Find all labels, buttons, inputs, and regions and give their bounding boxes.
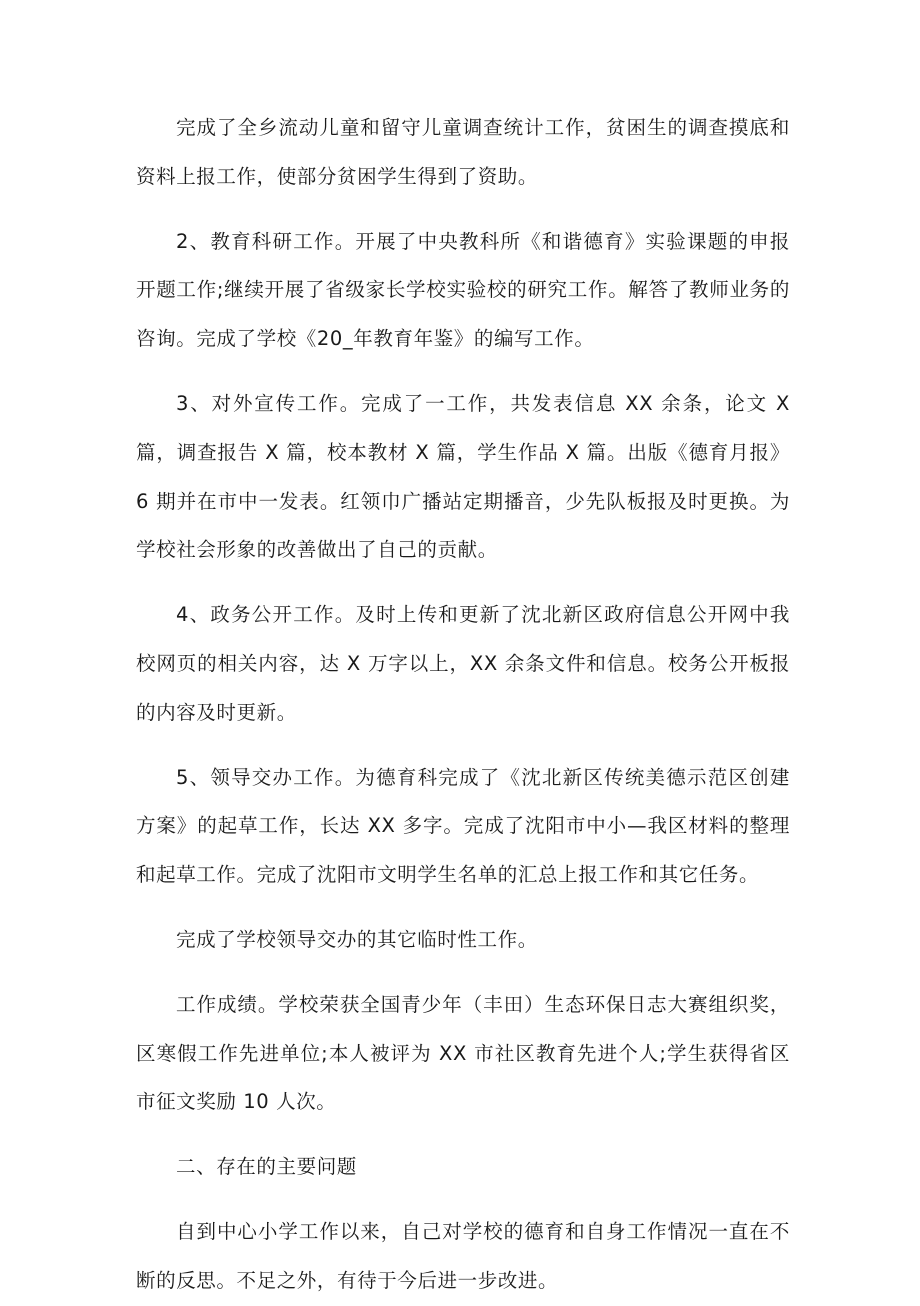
paragraph-external-publicity: 3、对外宣传工作。完成了一工作，共发表信息 XX 余条，论文 X 篇，调查报告 X 篇，校本教材 X 篇，学生作品 X 篇。出版《德育月报》6 期并在市中一发表。红领巾广播站定期播音，少先队板报及时更换。为学校社会形象的改善做出了自己的贡献。	[136, 391, 790, 562]
document-body	[136, 104, 790, 1306]
section-heading-main-problems: 二、存在的主要问题	[176, 1155, 357, 1179]
paragraph-achievements: 工作成绩。学校荣获全国青少年（丰田）生态环保日志大赛组织奖，区寒假工作先进单位;本人被评为 XX 市社区教育先进个人;学生获得省区市征文奖励 10 人次。	[136, 992, 790, 1114]
paragraph-reflection: 自到中心小学工作以来，自己对学校的德育和自身工作情况一直在不断的反思。不足之外，有待于今后进一步改进。	[136, 1219, 790, 1292]
paragraph-leadership-tasks: 5、领导交办工作。为德育科完成了《沈北新区传统美德示范区创建方案》的起草工作，长达 XX 多字。完成了沈阳市中小—我区材料的整理和起草工作。完成了沈阳市文明学生名单的汇总上报工作和其它任务。	[136, 765, 790, 887]
paragraph-education-research: 2、教育科研工作。开展了中央教科所《和谐德育》实验课题的申报开题工作;继续开展了省级家长学校实验校的研究工作。解答了教师业务的咨询。完成了学校《20_年教育年鉴》的编写工作。	[136, 229, 790, 351]
paragraph-poverty-survey: 完成了全乡流动儿童和留守儿童调查统计工作，贫困生的调查摸底和资料上报工作，使部分贫困学生得到了资助。	[136, 116, 790, 188]
paragraph-government-affairs: 4、政务公开工作。及时上传和更新了沈北新区政府信息公开网中我校网页的相关内容，达 X 万字以上，XX 余条文件和信息。校务公开板报的内容及时更新。	[136, 603, 790, 724]
paragraph-temporary-work: 完成了学校领导交办的其它临时性工作。	[176, 927, 538, 951]
